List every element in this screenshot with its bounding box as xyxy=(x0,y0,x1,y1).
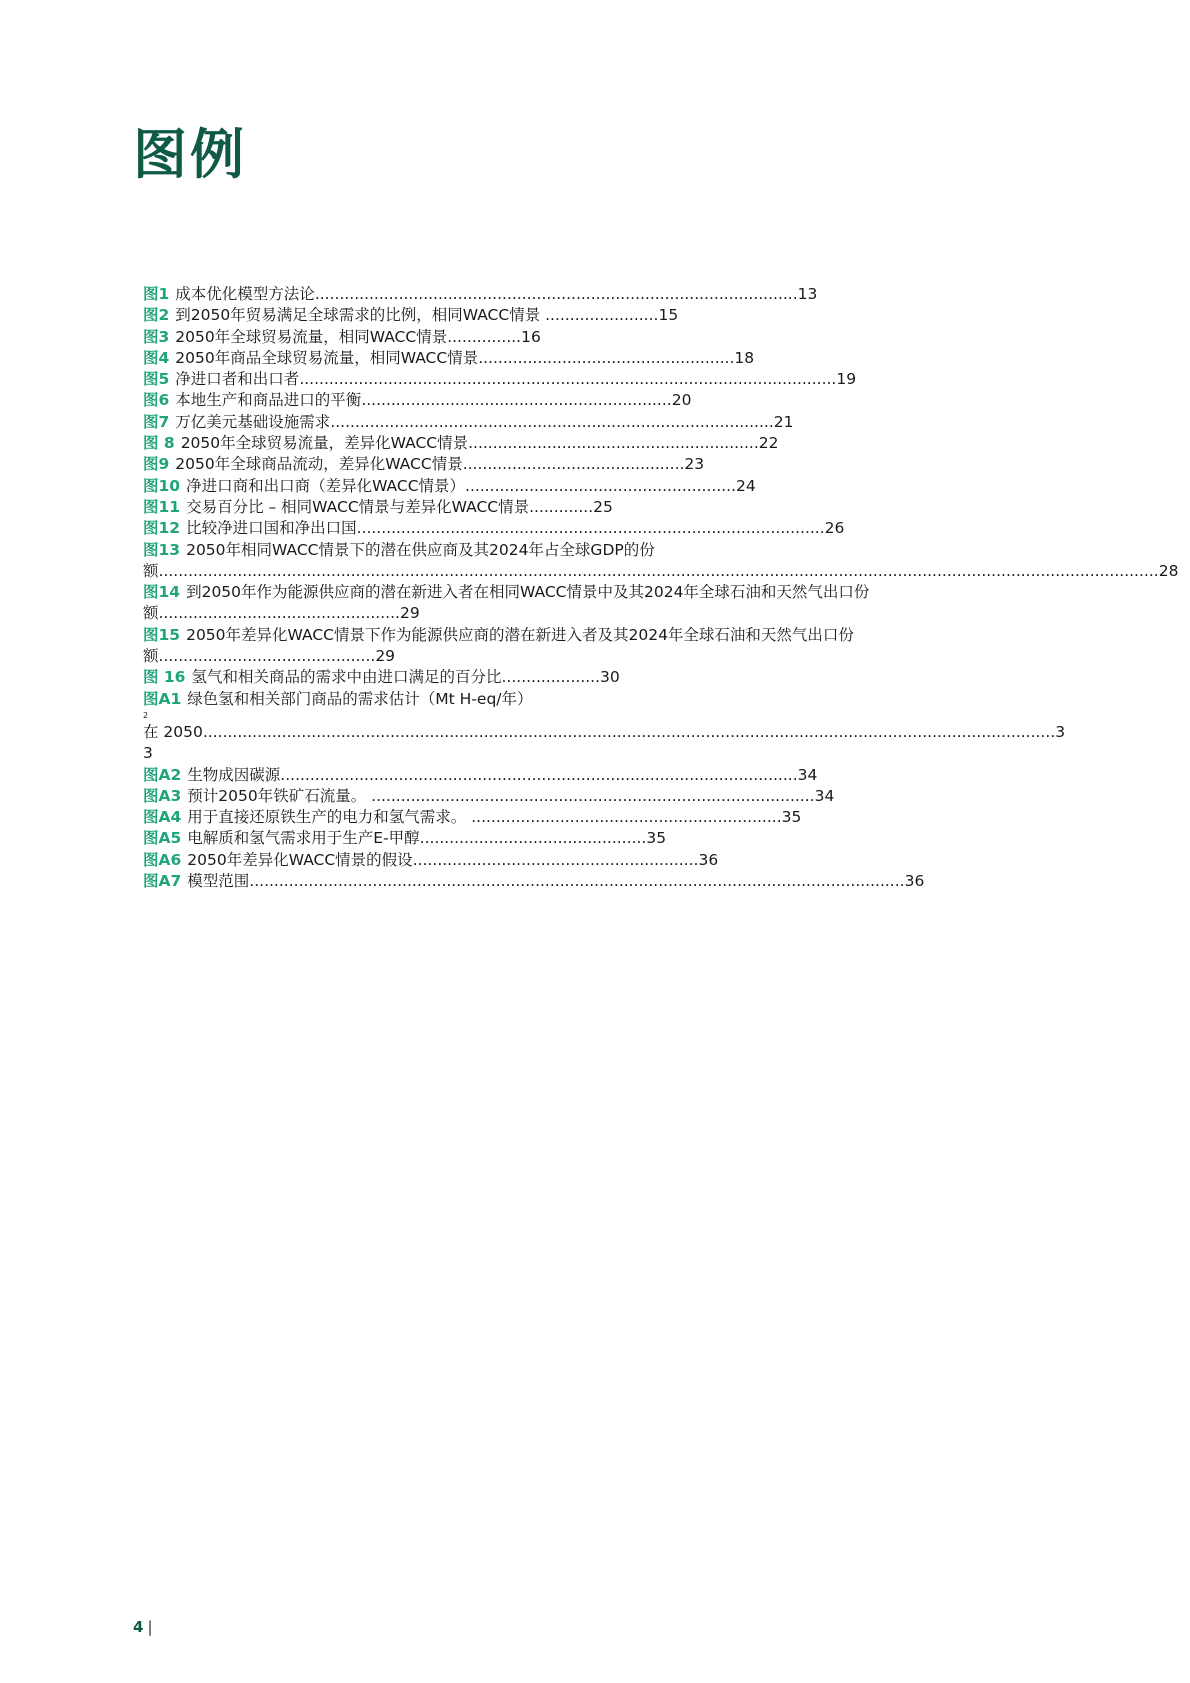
figure-label: 图10 xyxy=(143,476,181,495)
toc-entry[interactable] xyxy=(143,412,1068,433)
toc-entry[interactable] xyxy=(143,327,1068,348)
superscript-2: 2 xyxy=(143,710,149,720)
toc-entry[interactable] xyxy=(143,454,1068,475)
toc-entry[interactable] xyxy=(143,765,1068,786)
figure-label: 图 8 xyxy=(143,434,175,453)
figure-title: 模型范围 xyxy=(187,872,250,891)
page-ref: 36 xyxy=(698,850,719,869)
page-ref: 13 xyxy=(797,285,818,303)
page-ref: 35 xyxy=(781,808,802,827)
figure-label: 图4 xyxy=(143,348,170,367)
figure-title: 净进口商和出口商（差异化WACC情景） xyxy=(186,476,466,495)
toc-entry[interactable] xyxy=(143,828,1068,849)
figure-title: 万亿美元基础设施需求 xyxy=(175,412,331,431)
figure-title: 氢气和相关商品的需求中由进口满足的百分比 xyxy=(191,668,502,687)
page-ref: 3 xyxy=(1055,722,1066,741)
leader-dots: ........................................................................................................................................................................................................... xyxy=(158,561,1159,580)
figure-label: 图2 xyxy=(143,306,170,325)
figure-label: 图12 xyxy=(143,519,181,538)
figure-title: 比较净进口国和净出口国 xyxy=(186,519,357,538)
figure-title: 本地生产和商品进口的平衡 xyxy=(175,391,362,410)
figure-title: 2050年商品全球贸易流量，相同WACC情景 xyxy=(175,348,479,367)
page-ref: 16 xyxy=(521,327,541,346)
page-ref: 34 xyxy=(797,765,818,784)
page-ref: 23 xyxy=(684,455,705,474)
toc-entry[interactable] xyxy=(143,433,1068,454)
figure-title: 2050年差异化WACC情景的假设 xyxy=(187,850,413,869)
page-ref: 28 xyxy=(1158,561,1179,580)
leader-dots: ............... xyxy=(447,327,522,346)
toc-entry[interactable] xyxy=(143,497,1068,518)
page-ref: 15 xyxy=(658,306,679,325)
toc-entry[interactable] xyxy=(143,807,1068,828)
page-title: 图例 xyxy=(133,123,247,186)
figure-label: 图11 xyxy=(143,497,181,516)
toc-entry[interactable] xyxy=(143,786,1068,807)
figure-label: 图A4 xyxy=(143,808,182,827)
figure-label: 图A5 xyxy=(143,829,182,848)
figure-title: 到2050年作为能源供应商的潜在新进入者在相同WACC情景中及其2024年全球石油和天然气出口份额 xyxy=(143,583,870,623)
figure-label: 图1 xyxy=(143,285,170,303)
figure-label: 图6 xyxy=(143,391,170,410)
toc-entry[interactable] xyxy=(143,667,1068,688)
figure-title: 绿色氢和相关部门商品的需求估计（Mt H-eq/年） xyxy=(187,689,533,708)
figure-title: 净进口者和出口者 xyxy=(175,370,300,389)
leader-dots: .................................................... xyxy=(478,348,735,367)
leader-dots: .......................................................................................... xyxy=(330,412,774,431)
page-number-separator: | xyxy=(147,1618,153,1636)
page-ref: 21 xyxy=(773,412,794,431)
toc-entry[interactable] xyxy=(143,871,1068,892)
leader-dots: ......................................................................................................... xyxy=(280,765,798,784)
leader-dots: ....................................................... xyxy=(465,476,737,495)
leader-dots: ............................................................... xyxy=(361,391,672,410)
leader-dots: .......................................................... xyxy=(412,850,699,869)
leader-dots: ............................................................................................................. xyxy=(299,370,837,389)
toc-entry[interactable] xyxy=(143,369,1068,390)
figure-label: 图A6 xyxy=(143,850,182,869)
page-ref: 24 xyxy=(736,476,756,495)
leader-dots: .................... xyxy=(501,668,601,687)
toc-page-continuation: 3 xyxy=(143,744,153,763)
page-ref: 35 xyxy=(646,829,667,848)
leader-dots: ........................................................... xyxy=(468,434,759,453)
leader-dots: .................................................................................................. xyxy=(314,285,798,303)
leader-dots: ....................... xyxy=(540,306,659,325)
figure-title: 交易百分比 – 相同WACC情景与差异化WACC情景 xyxy=(186,497,530,516)
toc-entry[interactable] xyxy=(143,540,1179,583)
figure-title: 2050年相同WACC情景下的潜在供应商及其2024年占全球GDP的份额 xyxy=(143,540,655,580)
figure-label: 图15 xyxy=(143,625,181,644)
toc-entry[interactable] xyxy=(143,476,1068,497)
toc-entry[interactable] xyxy=(143,348,1068,369)
toc-entry[interactable] xyxy=(143,582,1068,625)
leader-dots: .............................................. xyxy=(419,829,647,848)
figure-title: 成本优化模型方法论 xyxy=(175,285,315,303)
leader-dots: ............................................ xyxy=(158,647,376,666)
figure-title-continuation: 在 2050 xyxy=(143,722,203,741)
figure-label: 图A7 xyxy=(143,872,182,891)
page-number-value: 4 xyxy=(133,1618,144,1636)
toc-entry[interactable] xyxy=(143,390,1068,411)
page-ref: 20 xyxy=(671,391,692,410)
figure-title: 2050年全球贸易流量，相同WACC情景 xyxy=(175,327,448,346)
figure-label: 图A3 xyxy=(143,786,182,805)
figure-list xyxy=(143,284,1179,892)
figure-label: 图 16 xyxy=(143,668,186,687)
page-ref: 19 xyxy=(836,370,857,389)
toc-entry[interactable] xyxy=(143,305,1068,326)
toc-entry[interactable] xyxy=(143,850,1068,871)
page-ref: 22 xyxy=(758,434,779,453)
page-ref: 26 xyxy=(824,519,845,538)
toc-entry[interactable] xyxy=(143,284,1068,305)
leader-dots: .......................................................................................... xyxy=(366,786,815,805)
leader-dots: ............................................................................................................................................................................. xyxy=(202,722,1056,741)
page-ref: 34 xyxy=(814,786,835,805)
page-ref: 25 xyxy=(593,497,613,516)
figure-title: 2050年全球贸易流量，差异化WACC情景 xyxy=(180,434,469,453)
leader-dots: ............................................................................................... xyxy=(356,519,825,538)
toc-entry[interactable] xyxy=(143,518,1068,539)
leader-dots: ................................................. xyxy=(158,604,400,623)
figure-label: 图A2 xyxy=(143,765,182,784)
page-ref: 18 xyxy=(734,348,755,367)
toc-entry[interactable] xyxy=(143,625,1068,668)
page-number xyxy=(133,1618,153,1636)
figure-label: 图5 xyxy=(143,370,170,389)
toc-entry[interactable] xyxy=(143,689,1068,710)
figure-title: 预计2050年铁矿石流量。 xyxy=(187,786,367,805)
leader-dots: ..................................................................................................................................... xyxy=(249,872,905,891)
figure-label: 图14 xyxy=(143,583,181,602)
leader-dots: ............................................. xyxy=(462,455,685,474)
figure-label: 图13 xyxy=(143,540,181,559)
figure-title: 用于直接还原铁生产的电力和氢气需求。 xyxy=(187,808,467,827)
toc-entry-continuation[interactable] xyxy=(143,722,1068,743)
leader-dots: ............. xyxy=(529,497,594,516)
figure-title: 生物成因碳源 xyxy=(187,765,281,784)
figure-title: 到2050年贸易满足全球需求的比例，相同WACC情景 xyxy=(175,306,541,325)
page-ref: 29 xyxy=(375,647,396,666)
figure-label: 图3 xyxy=(143,327,170,346)
figure-label: 图9 xyxy=(143,455,170,474)
figure-label: 图A1 xyxy=(143,689,182,708)
page-ref: 30 xyxy=(600,668,620,687)
figure-label: 图7 xyxy=(143,412,170,431)
figure-title: 2050年全球商品流动，差异化WACC情景 xyxy=(175,455,463,474)
page-ref: 36 xyxy=(904,872,925,891)
leader-dots: ............................................................... xyxy=(466,808,782,827)
figure-title: 电解质和氢气需求用于生产E-甲醇 xyxy=(187,829,420,848)
figure-title: 2050年差异化WACC情景下作为能源供应商的潜在新进入者及其2024年全球石油和天然气出口份额 xyxy=(143,625,854,666)
page-ref: 29 xyxy=(399,604,420,623)
